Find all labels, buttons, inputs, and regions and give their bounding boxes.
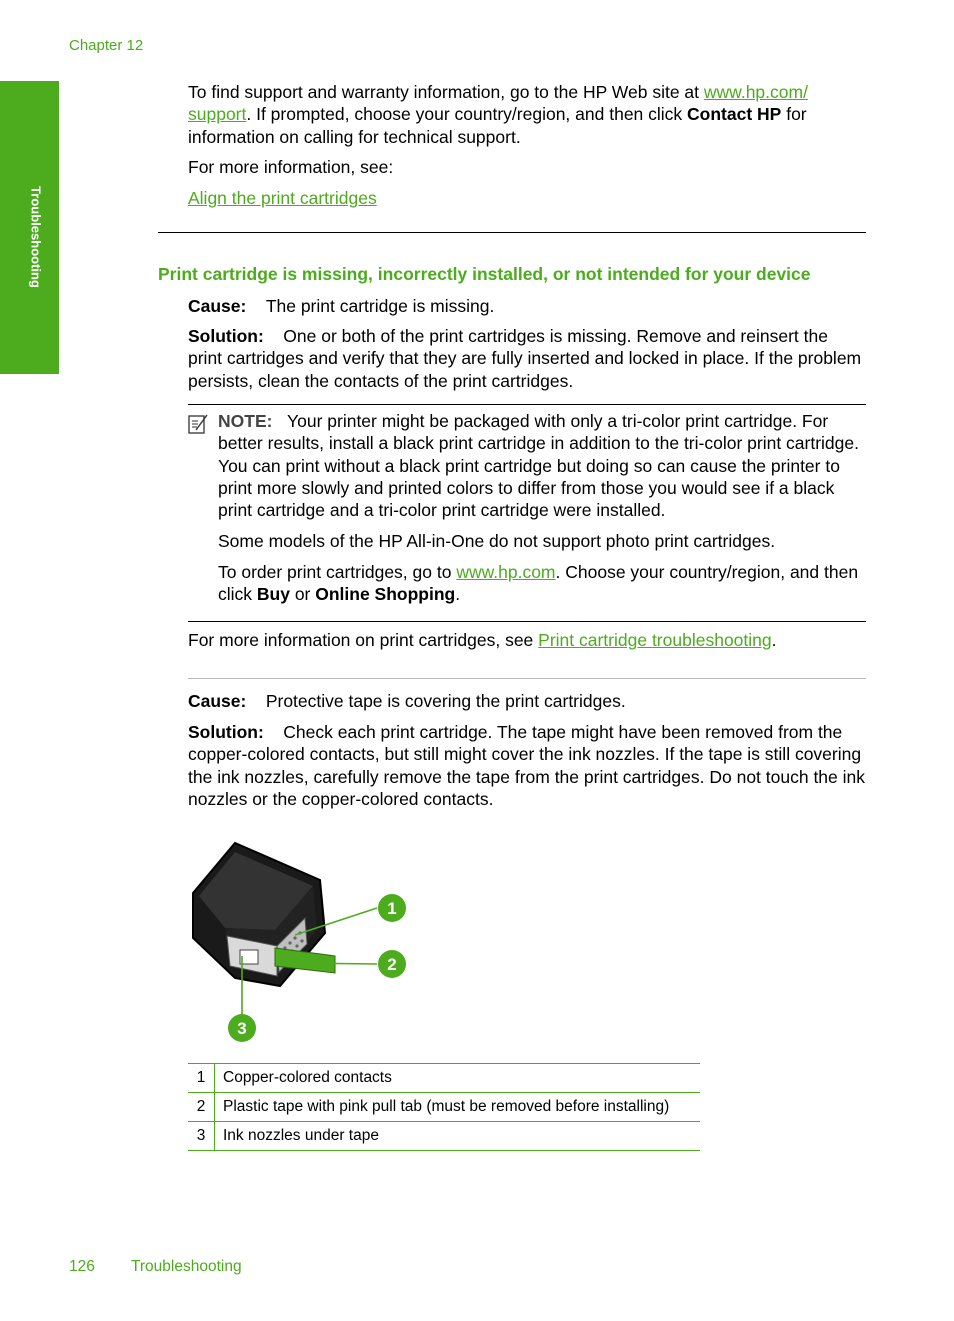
- cause-divider: [188, 678, 866, 679]
- note-text: .: [455, 584, 461, 605]
- note-label: NOTE:: [218, 411, 273, 431]
- cause-text: Protective tape is covering the print cartridges.: [265, 691, 626, 711]
- table-row: [188, 1064, 700, 1093]
- hp-support-link[interactable]: www.hp.com/ support: [188, 82, 808, 125]
- online-shopping-label: Online Shopping: [315, 584, 456, 605]
- legend-number: 3: [188, 1122, 215, 1151]
- figure-legend-table: [188, 1063, 700, 1151]
- callout-3: [228, 1014, 256, 1042]
- solution-2: [188, 721, 866, 810]
- cartridge-troubleshooting-link[interactable]: Print cartridge troubleshooting: [538, 630, 772, 650]
- note-text: Your printer might be packaged with only a tri-color print cartridge. For better results, install a black print cartridge in addition to the tri-color print cartridge. You can print without a black print cartridge but doing so can cause the printer to print more slowly and printed colors to differ from those you would see if a black print cartridge and a tri-color print cartridge were installed.: [218, 411, 859, 521]
- section-heading: Print cartridge is missing, incorrectly installed, or not intended for your device: [158, 264, 811, 284]
- more-info-cartridges: [188, 629, 866, 651]
- cause-label: Cause:: [188, 691, 247, 711]
- cause-label: Cause:: [188, 296, 247, 316]
- buy-label: Buy: [256, 584, 290, 605]
- callout-1: [378, 894, 406, 922]
- intro-text: for information on calling for technical support.: [188, 104, 807, 147]
- cause-2: [188, 690, 866, 712]
- legend-text: Copper-colored contacts: [215, 1064, 701, 1093]
- note-order: [218, 561, 868, 606]
- intro-paragraph: [188, 81, 866, 148]
- note-top-rule: [188, 404, 866, 405]
- align-cartridges-paragraph: [188, 187, 866, 209]
- section-divider: [158, 232, 866, 233]
- more-info-text: For more information, see:: [188, 157, 394, 177]
- note-icon: [187, 413, 209, 435]
- cause-text: The print cartridge is missing.: [265, 296, 495, 316]
- chapter-label: Chapter 12: [69, 37, 144, 54]
- note-text: or: [289, 584, 316, 605]
- legend-number: 1: [188, 1064, 215, 1093]
- footer-section: Troubleshooting: [131, 1258, 242, 1275]
- note-bottom-rule: [188, 621, 866, 622]
- callout-3-label: 3: [237, 1019, 247, 1038]
- note-photo-cartridges: Some models of the HP All-in-One do not support photo print cartridges.: [218, 531, 776, 551]
- solution-text: Check each print cartridge. The tape might have been removed from the copper-colored contacts, but still might cover the ink nozzles. If the tape is still covering the ink nozzles, carefully remove the tape from the print cartridges. Do not touch the ink nozzles or the copper-colored contacts.: [188, 722, 866, 809]
- print-cartridge-illustration: [185, 838, 425, 1048]
- side-tab-label: Troubleshooting: [28, 186, 44, 288]
- note-text: To order print cartridges, go to: [218, 562, 457, 582]
- callout-1-label: 1: [387, 899, 397, 918]
- hp-com-link[interactable]: www.hp.com: [456, 562, 556, 582]
- table-row: [188, 1093, 700, 1122]
- align-cartridges-link[interactable]: Align the print cartridges: [188, 188, 377, 208]
- solution-1: [188, 325, 866, 392]
- solution-label: Solution:: [188, 722, 264, 742]
- note-paragraph: [218, 410, 868, 521]
- more-info-label: .: [771, 630, 777, 650]
- side-tab: [0, 81, 59, 374]
- page-number: 126: [69, 1258, 95, 1275]
- table-row: [188, 1122, 700, 1151]
- intro-text: To find support and warranty information, go to the HP Web site at: [188, 82, 704, 102]
- note-text: . Choose your country/region, and then click: [218, 562, 859, 605]
- callout-2: [378, 950, 406, 978]
- contact-hp-label: Contact HP: [687, 104, 782, 125]
- more-info-label: For more information on print cartridges, see: [188, 630, 539, 650]
- legend-number: 2: [188, 1093, 215, 1122]
- legend-text: Ink nozzles under tape: [215, 1122, 701, 1151]
- cause-1: [188, 295, 866, 317]
- solution-label: Solution:: [188, 326, 264, 346]
- intro-text: . If prompted, choose your country/region, and then click: [246, 104, 688, 125]
- legend-text: Plastic tape with pink pull tab (must be removed before installing): [215, 1093, 701, 1122]
- solution-text: One or both of the print cartridges is missing. Remove and reinsert the print cartridges and verify that they are fully inserted and locked in place. If the problem persists, clean the contacts of the print cartridges.: [188, 326, 862, 391]
- callout-2-label: 2: [387, 955, 397, 974]
